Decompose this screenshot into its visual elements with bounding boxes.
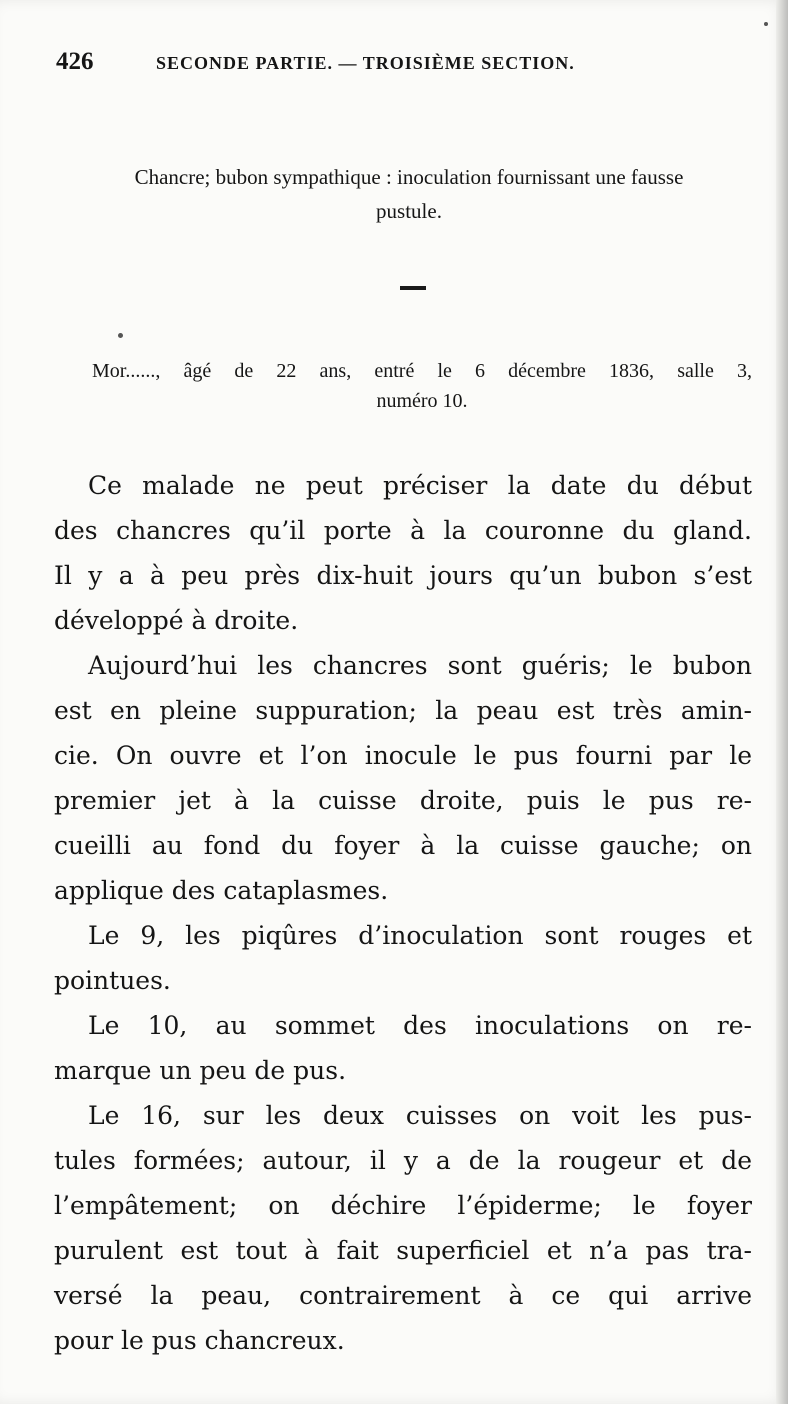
body-line: pointues. [54, 966, 171, 995]
body-line: Le 10, au sommet des inoculations on re- [88, 1011, 752, 1040]
case-heading-line: pustule. [376, 199, 442, 223]
body-line: Le 9, les piqûres d’inoculation sont rouges et [88, 921, 752, 950]
body-line: développé à droite. [54, 606, 299, 635]
body-line: des chancres qu’il porte à la couronne du gland. [54, 516, 752, 545]
patient-info-line: Mor......, âgé de 22 ans, entré le 6 décembre 1836, salle 3, [92, 360, 752, 382]
body-line: l’empâtement; on déchire l’épiderme; le foyer [54, 1191, 752, 1220]
body-line: versé la peau, contrairement à ce qui arrive [54, 1281, 752, 1310]
case-body-text [54, 463, 752, 1363]
body-line: Le 16, sur les deux cuisses on voit les pus- [88, 1101, 752, 1130]
body-line: Aujourd’hui les chancres sont guéris; le bubon [88, 651, 752, 680]
body-line: tules formées; autour, il y a de la rougeur et de [54, 1146, 752, 1175]
body-line: Il y a à peu près dix-huit jours qu’un bubon s’est [54, 561, 752, 590]
body-line: premier jet à la cuisse droite, puis le pus re- [54, 786, 752, 815]
body-line: est en pleine suppuration; la peau est très amin- [54, 696, 752, 725]
ink-speck [118, 333, 123, 338]
page-edge-shadow [776, 0, 788, 1404]
patient-info-line: numéro 10. [376, 390, 468, 412]
body-line: cie. On ouvre et l’on inocule le pus fourni par le [54, 741, 752, 770]
body-line: cueilli au fond du foyer à la cuisse gauche; on [54, 831, 752, 860]
body-line: marque un peu de pus. [54, 1056, 347, 1085]
case-heading-line: Chancre; bubon sympathique : inoculation fournissant une fausse [134, 165, 684, 189]
running-title: SECONDE PARTIE. — TROISIÈME SECTION. [156, 53, 575, 73]
page-number: 426 [56, 48, 94, 75]
case-heading [64, 160, 754, 228]
body-line: Ce malade ne peut préciser la date du début [88, 471, 752, 500]
body-line: applique des cataplasmes. [54, 876, 389, 905]
running-header [56, 48, 746, 80]
ink-speck [764, 22, 768, 26]
patient-info [92, 356, 752, 416]
body-line: purulent est tout à fait superficiel et n’a pas tra- [54, 1236, 752, 1265]
body-line: pour le pus chancreux. [54, 1326, 345, 1355]
section-divider [400, 286, 426, 290]
